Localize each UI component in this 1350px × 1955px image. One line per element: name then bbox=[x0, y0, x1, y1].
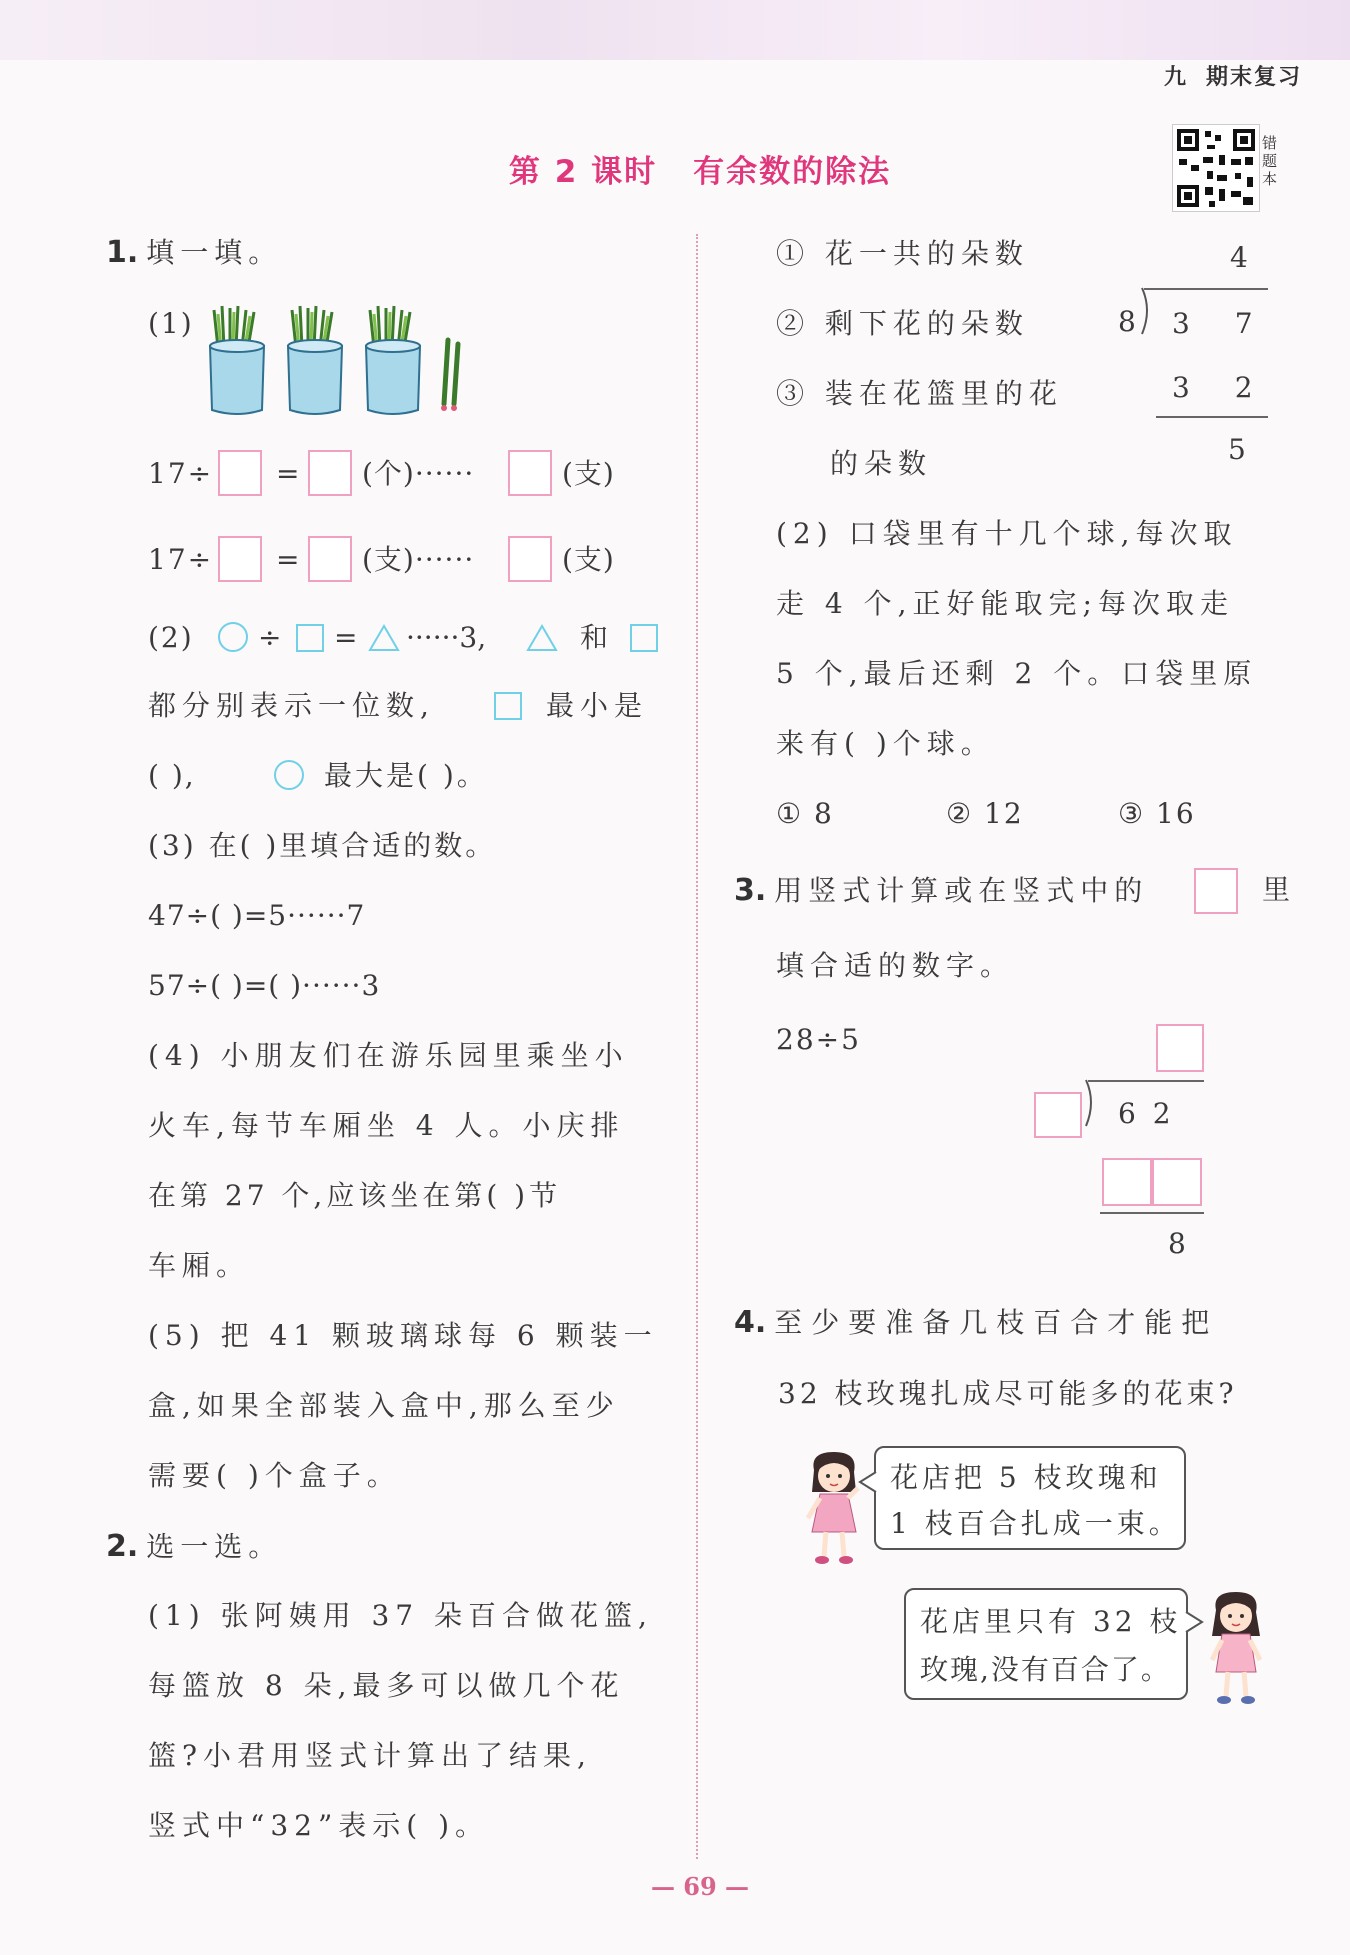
remainder-text: ······3, bbox=[406, 621, 487, 654]
q2-p1-line: 每篮放 8 朵,最多可以做几个花 bbox=[148, 1669, 625, 1702]
answer-box[interactable] bbox=[508, 450, 552, 496]
equals-sign: = bbox=[334, 621, 364, 654]
square-shape-icon bbox=[296, 624, 324, 652]
eq2-unit-1: (支)······ bbox=[362, 543, 475, 576]
quotient: 4 bbox=[1230, 241, 1254, 274]
eq2-unit-2: (支) bbox=[562, 543, 615, 576]
division-bar bbox=[1144, 288, 1268, 290]
q2-number: 2. bbox=[106, 1529, 139, 1564]
q2-p1-line: 篮?小君用竖式计算出了结果, bbox=[148, 1739, 592, 1772]
q2-option-3[interactable]: ③ 装在花篮里的花 bbox=[776, 377, 1063, 410]
q1-p2-line2b: 最小是 bbox=[546, 689, 649, 722]
q3-dividend: 6 2 bbox=[1118, 1097, 1175, 1130]
q2-p2-option-1[interactable]: ① 8 bbox=[776, 797, 834, 830]
eq2-equals: = bbox=[276, 543, 306, 576]
q1-p1-equation-2 bbox=[148, 536, 668, 586]
q1-p4-line: (4) 小朋友们在游乐园里乘坐小 bbox=[148, 1039, 629, 1072]
q2-p2-line: (2) 口袋里有十几个球,每次取 bbox=[776, 517, 1238, 550]
q2-option-3-cont: 的朵数 bbox=[830, 447, 933, 480]
q1-p5-line: 需要( )个盒子。 bbox=[148, 1459, 401, 1492]
q4-line-1 bbox=[734, 1305, 1219, 1340]
product-box[interactable] bbox=[1152, 1158, 1202, 1206]
q3-line1b: 里 bbox=[1262, 873, 1297, 906]
lesson-topic: 有余数的除法 bbox=[693, 154, 892, 190]
q1-p2-label: (2) bbox=[148, 621, 194, 654]
q2-heading bbox=[106, 1529, 283, 1564]
page-number: — 69 — bbox=[650, 1872, 750, 1901]
divisor: 8 bbox=[1118, 305, 1142, 338]
page-title bbox=[0, 146, 1350, 191]
q2-option-2[interactable]: ② 剩下花的朵数 bbox=[776, 307, 1029, 340]
circle-shape-icon bbox=[274, 760, 304, 790]
q1-p2-line3a: ( ), bbox=[148, 759, 196, 792]
q1-p5-line: (5) 把 41 颗玻璃球每 6 颗装一 bbox=[148, 1319, 658, 1352]
square-shape-icon bbox=[630, 624, 658, 652]
q1-p4-line: 车厢。 bbox=[148, 1249, 251, 1282]
answer-box[interactable] bbox=[1194, 868, 1238, 914]
q1-number: 1. bbox=[106, 235, 139, 270]
q1-p2-line2a: 都分别表示一位数, bbox=[148, 689, 435, 722]
q2-title: 选一选。 bbox=[146, 1530, 283, 1563]
division-bar bbox=[1088, 1080, 1204, 1082]
bubble-tail bbox=[858, 1470, 878, 1494]
q2-p2-line: 5 个,最后还剩 2 个。口袋里原 bbox=[776, 657, 1258, 690]
q1-title: 填一填。 bbox=[146, 236, 283, 269]
chapter-header bbox=[1164, 60, 1302, 91]
triangle-shape-icon bbox=[526, 624, 558, 652]
q3-expression: 28÷5 bbox=[776, 1023, 861, 1056]
qr-label: 错题本 bbox=[1262, 134, 1278, 188]
q4-text-2: 32 枝玫瑰扎成尽可能多的花束? bbox=[778, 1377, 1238, 1410]
girl-character-icon bbox=[1202, 1588, 1272, 1708]
dividend: 3 7 bbox=[1172, 307, 1271, 340]
q4-text-1: 至少要准备几枝百合才能把 bbox=[774, 1306, 1219, 1339]
q2-p1-line: (1) 张阿姨用 37 朵百合做花篮, bbox=[148, 1599, 653, 1632]
q4-number: 4. bbox=[734, 1305, 767, 1340]
q1-p4-line: 在第 27 个,应该坐在第( )节 bbox=[148, 1179, 562, 1212]
eq1-unit-2: (支) bbox=[562, 457, 615, 490]
product-box[interactable] bbox=[1102, 1158, 1152, 1206]
q1-p3-eq1: 47÷( )=5······7 bbox=[148, 899, 366, 932]
eq2-dividend: 17÷ bbox=[148, 543, 214, 576]
eq1-unit-1: (个)······ bbox=[362, 457, 475, 490]
answer-box[interactable] bbox=[508, 536, 552, 582]
q2-p2-option-2[interactable]: ② 12 bbox=[946, 797, 1024, 830]
divide-sign: ÷ bbox=[258, 621, 288, 654]
answer-box[interactable] bbox=[308, 536, 352, 582]
q1-p2-line-2 bbox=[148, 688, 688, 728]
eq1-dividend: 17÷ bbox=[148, 457, 214, 490]
q1-p1-label: (1) bbox=[148, 307, 194, 340]
q3-remainder: 8 bbox=[1168, 1227, 1192, 1260]
remainder: 5 bbox=[1228, 433, 1252, 466]
q2-p1-line: 竖式中“32”表示( )。 bbox=[148, 1809, 490, 1842]
q1-p3-eq2: 57÷( )=( )······3 bbox=[148, 969, 381, 1002]
q2-p2-option-3[interactable]: ③ 16 bbox=[1118, 797, 1196, 830]
subtraction-line bbox=[1156, 416, 1268, 418]
divisor-box[interactable] bbox=[1034, 1092, 1082, 1138]
long-division-37-8 bbox=[1110, 236, 1270, 476]
q1-p4-line: 火车,每节车厢坐 4 人。小庆排 bbox=[148, 1109, 625, 1142]
and-text: 和 bbox=[580, 621, 615, 654]
q1-p1-equation-1 bbox=[148, 450, 668, 500]
pencil-cups-illustration bbox=[208, 300, 468, 418]
answer-box[interactable] bbox=[218, 450, 262, 496]
division-bracket bbox=[1140, 286, 1154, 336]
square-shape-icon bbox=[494, 692, 522, 720]
circle-shape-icon bbox=[218, 622, 248, 652]
qr-code-icon[interactable] bbox=[1172, 124, 1260, 212]
q3-heading bbox=[734, 868, 1304, 918]
q1-p2-line-3 bbox=[148, 758, 688, 798]
triangle-shape-icon bbox=[368, 624, 400, 652]
chapter-unit: 九 bbox=[1163, 65, 1188, 90]
chapter-section: 期末复习 bbox=[1205, 65, 1302, 90]
speech-bubble-2 bbox=[904, 1588, 1188, 1700]
q3-line1 bbox=[734, 873, 1149, 908]
speech-bubble-1 bbox=[874, 1446, 1186, 1550]
q2-p2-line: 走 4 个,正好能取完;每次取走 bbox=[776, 587, 1234, 620]
long-division-boxes bbox=[1030, 1020, 1210, 1260]
q1-p5-line: 盒,如果全部装入盒中,那么至少 bbox=[148, 1389, 620, 1422]
subtraction-line bbox=[1100, 1212, 1204, 1214]
product: 3 2 bbox=[1172, 371, 1271, 404]
q1-p2-line3b: 最大是( )。 bbox=[324, 759, 488, 792]
column-divider bbox=[696, 234, 698, 1859]
answer-box[interactable] bbox=[308, 450, 352, 496]
lesson-number: 第 2 课时 bbox=[508, 154, 658, 190]
bubble-tail bbox=[1184, 1610, 1204, 1634]
answer-box[interactable] bbox=[218, 536, 262, 582]
q2-option-1[interactable]: ① 花一共的朵数 bbox=[776, 237, 1029, 270]
division-bracket bbox=[1084, 1078, 1098, 1128]
q2-p2-line: 来有( )个球。 bbox=[776, 727, 995, 760]
q3-line1a: 用竖式计算或在竖式中的 bbox=[774, 874, 1149, 907]
q1-p3-text: (3) 在( )里填合适的数。 bbox=[148, 829, 497, 862]
girl-character-icon bbox=[800, 1448, 870, 1568]
bubble1-line: 1 枝百合扎成一束。 bbox=[890, 1507, 1181, 1540]
q3-number: 3. bbox=[734, 873, 767, 908]
bubble2-line: 花店里只有 32 枝 bbox=[920, 1605, 1182, 1638]
header-band bbox=[0, 0, 1350, 60]
quotient-box[interactable] bbox=[1156, 1024, 1204, 1072]
eq1-equals: = bbox=[276, 457, 306, 490]
q1-p2-line-1 bbox=[148, 620, 688, 660]
q3-line2: 填合适的数字。 bbox=[776, 949, 1015, 982]
bubble1-line: 花店把 5 枝玫瑰和 bbox=[890, 1461, 1162, 1494]
bubble2-line: 玫瑰,没有百合了。 bbox=[920, 1653, 1171, 1686]
q1-heading bbox=[106, 235, 283, 270]
